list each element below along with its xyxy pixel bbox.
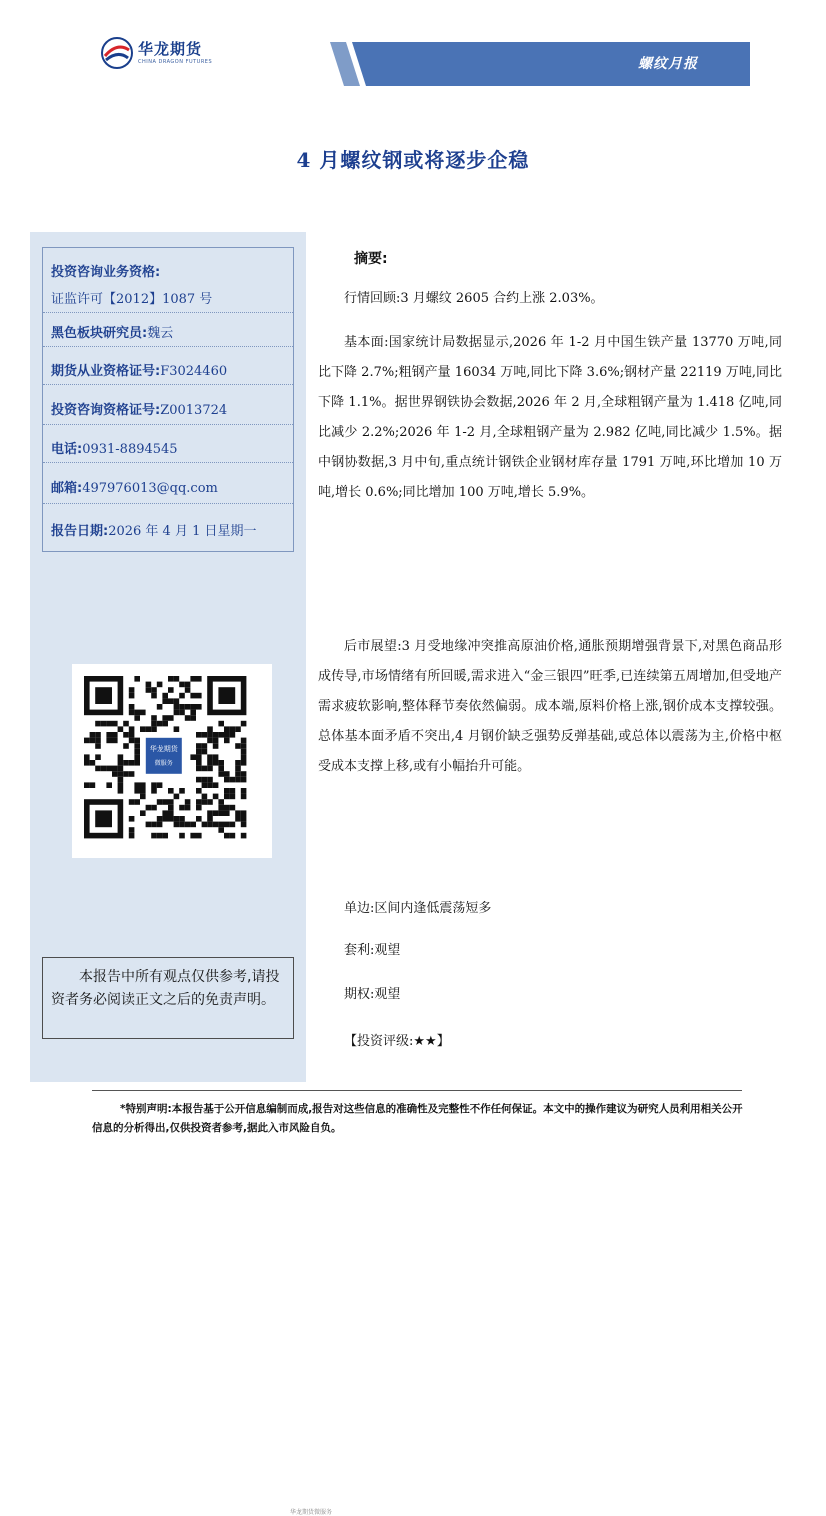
strategy-single-side: 单边:区间内逢低震荡短多 — [344, 901, 492, 916]
info-row-report-date: 报告日期:2026 年 4 月 1 日星期一 — [51, 524, 257, 539]
company-name-cn: 华龙期货 — [138, 40, 203, 58]
rating-stars-icon: ★★ — [413, 1034, 437, 1049]
info-row-license: 证监许可【2012】1087 号 — [51, 292, 213, 307]
divider — [43, 462, 293, 463]
outlook-paragraph: 后市展望:3 月受地缘冲突推高原油价格,通胀预期增强背景下,对黑色商品形成传导,市场情绪有所回暖,需求进入“金三银四”旺季,已连续第五周增加,但受地产需求疲软影响,整体释节奏依然偏弱。成本端,原料价格上涨,钢价成本支撑较强。总体基本面矛盾不突出,4 月钢价缺乏强势反弹基础,或总体以震荡为主,价格中枢受成本支撑上移,或有小幅抬升可能。 — [318, 639, 782, 774]
svg-text:华龙期货: 华龙期货 — [149, 744, 178, 753]
fundamentals-paragraph: 基本面:国家统计局数据显示,2026 年 1-2 月中国生铁产量 13770 万吨,同比下降 2.7%;粗钢产量 16034 万吨,同比下降 3.6%;钢材产量 22119 万吨,同比下降 1.1%。据世界钢铁协会数据,2026 年 2 月,全球粗钢产量为 1.418 亿吨,同比减少 2.2%;2026 年 1-2 月,全球粗钢产量为 2.982 亿吨,同比减少 1.5%。据中钢协数据,3 月中旬,重点统计钢铁企业钢材库存量 1791 万吨,环比增加 10 万吨,增长 0.6%;同比增加 100 万吨,增长 5.9%。 — [318, 335, 782, 500]
strategy-options: 期权:观望 — [344, 987, 401, 1002]
divider — [43, 384, 293, 385]
divider — [43, 312, 293, 313]
report-type-label: 螺纹月报 — [638, 56, 698, 72]
info-row-phone: 电话:0931-8894545 — [51, 442, 178, 457]
special-statement: *特别声明:本报告基于公开信息编制而成,报告对这些信息的准确性及完整性不作任何保证。本文中的操作建议为研究人员利用相关公开信息的分析得出,仅供投资者参考,据此入市风险自负。 — [92, 1103, 743, 1134]
disclaimer-box: 本报告中所有观点仅供参考,请投资者务必阅读正文之后的免责声明。 — [42, 957, 294, 1039]
investment-rating: 【投资评级:★★】 — [344, 1034, 450, 1049]
info-row-qualification: 投资咨询业务资格: — [51, 265, 161, 280]
company-logo — [100, 36, 230, 74]
info-row-advisory-cert: 投资咨询资格证号:Z0013724 — [51, 403, 228, 418]
svg-text:微服务: 微服务 — [154, 759, 173, 767]
analyst-info-box — [42, 247, 294, 552]
abstract-heading: 摘要: — [354, 251, 388, 267]
market-review-paragraph: 行情回顾:3 月螺纹 2605 合约上涨 2.03%。 — [344, 291, 604, 306]
info-row-email: 邮箱:497976013@qq.com — [51, 481, 218, 496]
logo-emblem-icon — [100, 36, 134, 70]
info-row-researcher: 黑色板块研究员:魏云 — [51, 326, 174, 341]
qr-caption: 华龙期货微服务 — [290, 1509, 333, 1516]
divider — [43, 503, 293, 504]
strategy-arbitrage: 套利:观望 — [344, 943, 401, 958]
divider — [43, 346, 293, 347]
footer-divider — [92, 1090, 742, 1091]
qr-code-icon — [72, 664, 272, 858]
report-title: 4 月螺纹钢或将逐步企稳 — [296, 148, 530, 172]
company-name-en: CHINA DRAGON FUTURES — [138, 59, 213, 65]
divider — [43, 424, 293, 425]
info-row-futures-cert: 期货从业资格证号:F3024460 — [51, 364, 228, 379]
